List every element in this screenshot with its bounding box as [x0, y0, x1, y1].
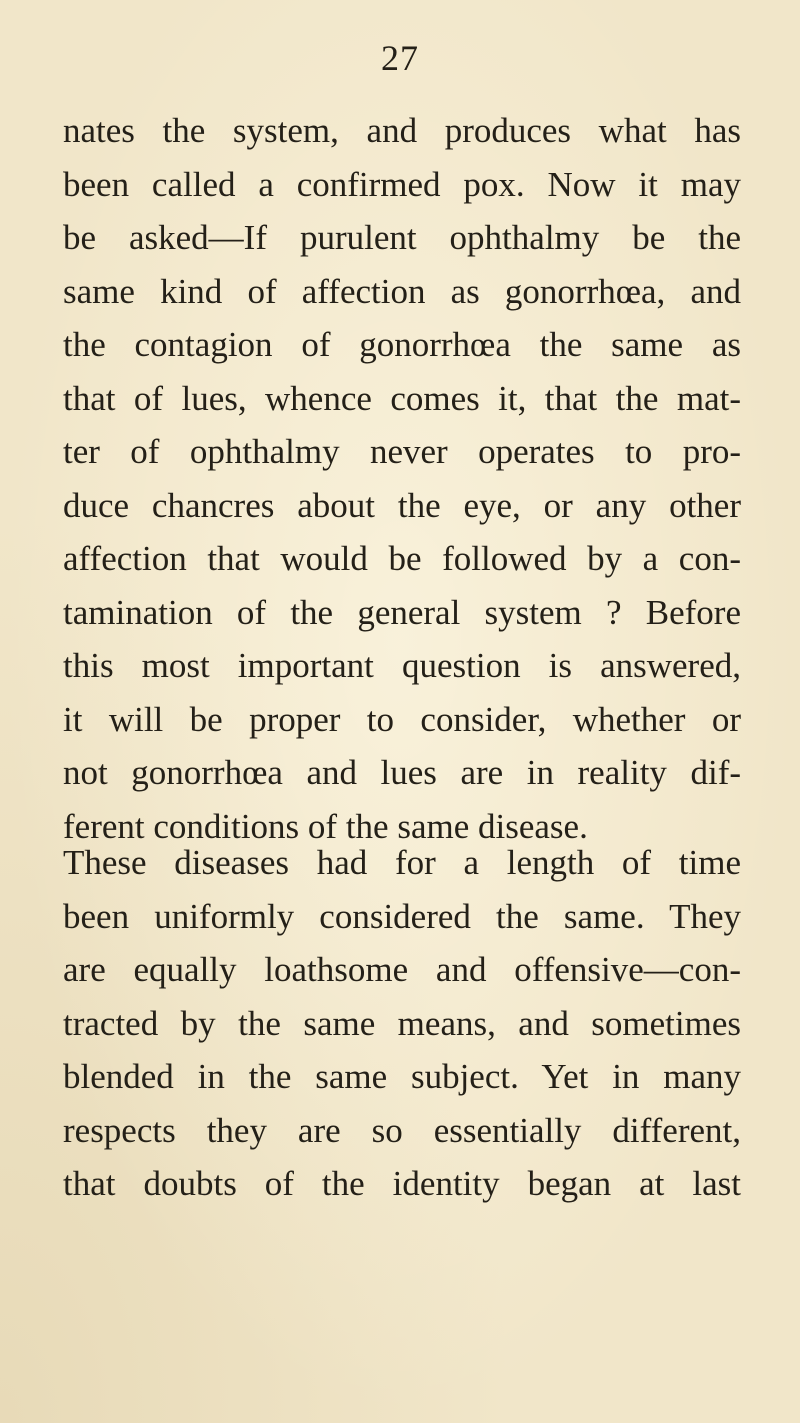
text-line: nates the system, and produces what has — [63, 111, 741, 150]
text-line: the contagion of gonorrhœa the same as — [63, 325, 741, 364]
text-line: respects they are so essentially different, — [63, 1110, 741, 1150]
text-line: ter of ophthalmy never operates to pro- — [63, 432, 741, 471]
text-line: affection that would be followed by a con- — [63, 539, 741, 578]
text-line: same kind of affection as gonorrhœa, and — [63, 271, 741, 311]
page-number: 27 — [381, 38, 419, 78]
text-line: tamination of the general system ? Before — [63, 592, 741, 632]
text-line: not gonorrhœa and lues are in reality dif- — [63, 753, 741, 792]
paragraph-1 — [63, 104, 741, 853]
text-line: this most important question is answered, — [63, 646, 741, 685]
text-line: it will be proper to consider, whether or — [63, 699, 741, 739]
text-line: ferent conditions of the same disease. — [63, 806, 588, 846]
text-line: be asked—If purulent ophthalmy be the — [63, 218, 741, 257]
text-line: been uniformly considered the same. They — [63, 896, 741, 936]
text-line: tracted by the same means, and sometimes — [63, 1003, 741, 1043]
text-line: that of lues, whence comes it, that the mat- — [63, 378, 741, 418]
text-line: that doubts of the identity began at last — [63, 1164, 741, 1203]
text-line: These diseases had for a length of time — [63, 843, 741, 882]
text-line: blended in the same subject. Yet in many — [63, 1057, 741, 1096]
text-line: duce chancres about the eye, or any other — [63, 485, 741, 525]
text-line: are equally loathsome and offensive—con- — [63, 950, 741, 989]
text-line: been called a confirmed pox. Now it may — [63, 164, 741, 204]
paragraph-2 — [63, 836, 741, 1211]
